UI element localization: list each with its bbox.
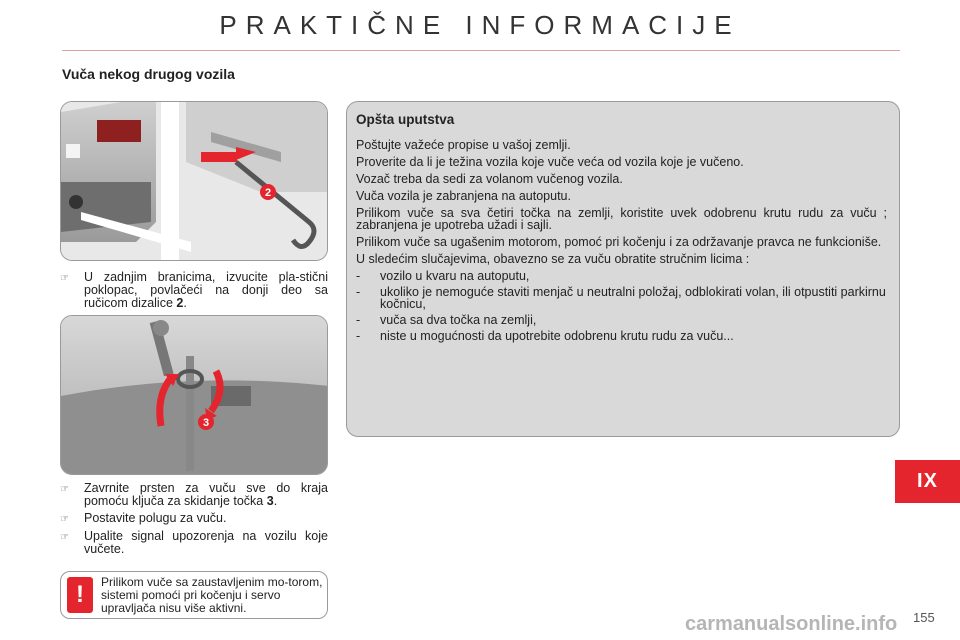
hand-pointer-icon: ☞ — [60, 484, 69, 495]
step-item — [60, 530, 328, 556]
steps-bottom — [60, 482, 328, 560]
page-title: PRAKTIČNE INFORMACIJE — [219, 10, 741, 40]
case-text: vozilo u kvaru na autoputu, — [380, 269, 530, 283]
case-text: ukoliko je nemoguće staviti menjač u neutralni položaj, odblokirati volan, ili otpustiti parkirnu kočnicu, — [380, 285, 886, 311]
case-item — [356, 286, 887, 310]
info-paragraph: Vuča vozila je zabranjena na autoputu. — [356, 189, 571, 203]
general-instructions-box — [346, 101, 900, 437]
info-body — [356, 139, 887, 342]
figure-rear-bumper-cover — [60, 101, 328, 261]
step-ref: 2 — [176, 296, 184, 310]
info-paragraph: U sledećim slučajevima, obavezno se za vuču obratite stručnim licima : — [356, 252, 750, 266]
hand-pointer-icon: ☞ — [60, 514, 69, 525]
step-item — [60, 482, 328, 508]
callout-3: 3 — [202, 417, 210, 429]
chapter-tab[interactable]: IX — [895, 460, 960, 503]
hand-pointer-icon: ☞ — [60, 273, 69, 284]
info-paragraph: Vozač treba da sedi za volanom vučenog vozila. — [356, 172, 623, 186]
dash-marker: - — [356, 285, 361, 299]
warning-box — [60, 571, 328, 619]
info-paragraph: Proverite da li je težina vozila koje vuče veća od vozila koje je vučeno. — [356, 155, 744, 169]
hand-pointer-icon: ☞ — [60, 532, 69, 543]
case-text: niste u mogućnosti da upotrebite odobrenu krutu rudu za vuču... — [380, 329, 734, 343]
step-text: Upalite signal upozorenja na vozilu koje vučete. — [84, 529, 328, 556]
case-item — [356, 330, 887, 342]
case-item — [356, 314, 887, 326]
info-title: Opšta uputstva — [356, 112, 455, 127]
warning-text: Prilikom vuče sa zaustavljenim mo-torom, sistemi pomoći pri kočenju i servo upravljača nisu više aktivni. — [101, 574, 323, 615]
title-divider — [62, 50, 900, 51]
dash-marker: - — [356, 329, 361, 343]
step-item — [60, 512, 328, 526]
callout-2: 2 — [264, 187, 272, 199]
section-title: Vuča nekog drugog vozila — [62, 66, 235, 82]
case-item — [356, 270, 887, 282]
dash-marker: - — [356, 269, 361, 283]
dash-marker: - — [356, 313, 361, 327]
case-text: vuča sa dva točka na zemlji, — [380, 313, 537, 327]
watermark: carmanualsonline.info — [685, 613, 898, 635]
warning-icon: ! — [67, 577, 93, 613]
step-text: Postavite polugu za vuču. — [84, 511, 227, 525]
info-paragraph: Prilikom vuče sa ugašenim motorom, pomoć pri kočenju i za održavanje pravca ne funkcioniše. — [356, 235, 882, 249]
step-item — [60, 271, 328, 310]
step-text: U zadnjim branicima, izvucite pla-stični poklopac, povlačeći na donji deo sa ručicom dizalice 2. — [84, 270, 328, 310]
step-ref: 3 — [266, 494, 274, 508]
step-text: Zavrnite prsten za vuču sve do kraja pomoću ključa za skidanje točka 3. — [84, 481, 328, 508]
steps-top — [60, 271, 328, 314]
page-number: 155 — [913, 610, 935, 625]
figure-tow-ring — [60, 315, 328, 475]
info-paragraph: Poštujte važeće propise u vašoj zemlji. — [356, 138, 571, 152]
info-paragraph: Prilikom vuče sa sva četiri točka na zemlji, koristite uvek odobrenu krutu rudu za vuču ; zabranjena je upotreba užadi i sajli. — [356, 206, 887, 232]
